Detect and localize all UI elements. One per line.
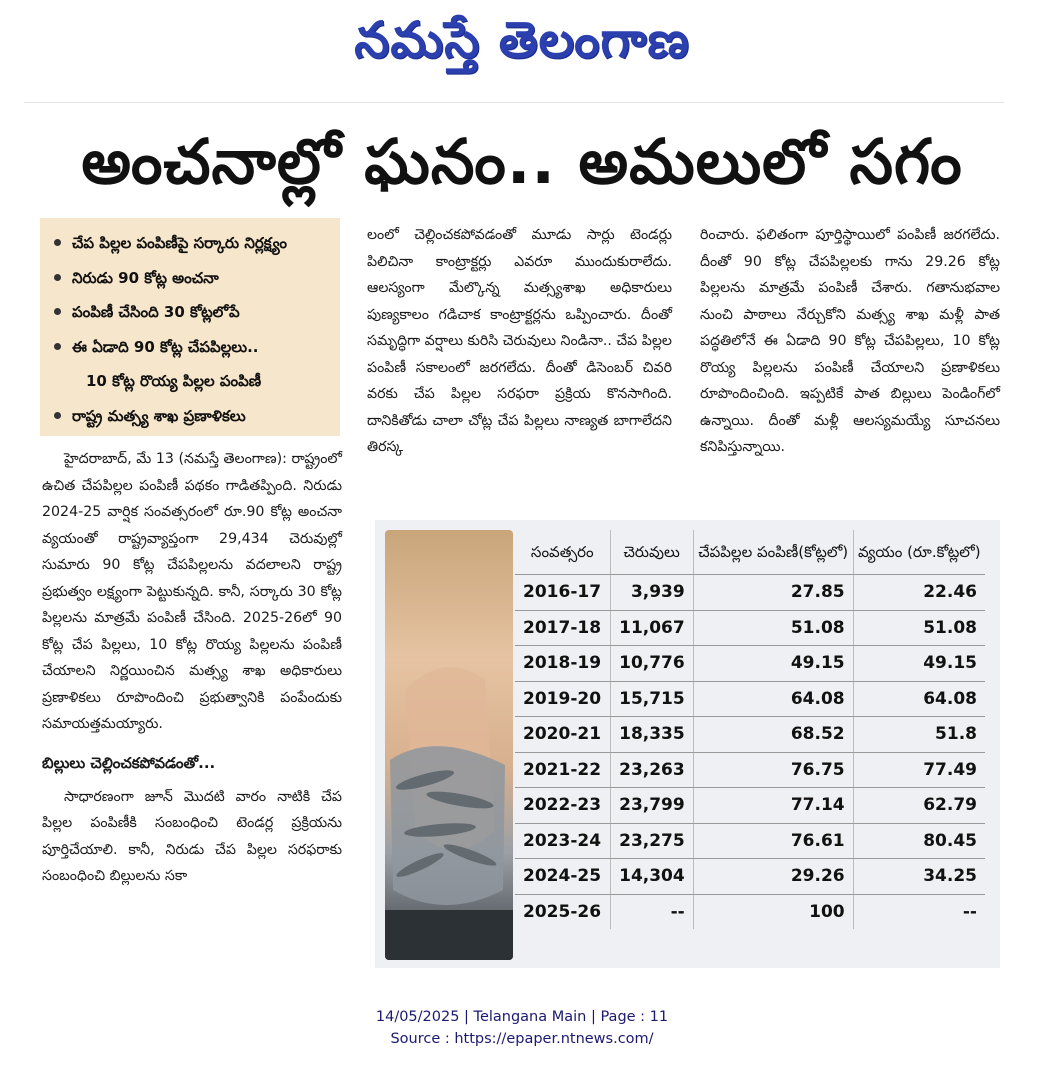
table-row: 2019-20 15,715 64.08 64.08 xyxy=(515,681,985,717)
bullet-icon xyxy=(54,412,61,419)
header-expenditure: వ్యయం (రూ.కోట్లలో) xyxy=(853,530,985,575)
page-footer xyxy=(0,1006,1044,1050)
article-column-2 xyxy=(367,222,672,461)
article-paragraph: హైదరాబాద్, మే 13 (నమస్తే తెలంగాణ): రాష్ట్రంలో ఉచిత చేపపిల్లల పంపిణీ పథకం గాడితప్పింది. నిరుడు 2024-25 వార్షిక సంవత్సరంలో రూ.90 కోట్ల అంచనా వ్యయంతో రాష్ట్రవ్యాప్తంగా 29,434 చెరువుల్లో సుమారు 90 కోట్ల చేపపిల్లలను వదలాలని రాష్ట్ర ప్రభుత్వం లక్ష్యంగా పెట్టుకున్నది. కానీ, సర్కారు 30 కోట్ల పిల్లలను మాత్రమే పంపిణీ చేసింది. 2025-26లో 90 కోట్ల చేప పిల్లలు, 10 కోట్ల రొయ్య పిల్లలను పంపిణీ చేయాలని నిర్ణయించిన మత్స్య శాఖ అధికారులు ప్రణాళికలు రూపొందించి ప్రభుత్వానికి పంపేందుకు సమాయత్తమయ్యారు. xyxy=(42,451,342,732)
table-row: 2023-24 23,275 76.61 80.45 xyxy=(515,823,985,859)
bullet-icon xyxy=(54,239,61,246)
bullet-icon xyxy=(54,343,61,350)
header-year: సంవత్సరం xyxy=(515,530,610,575)
table-row: 2017-18 11,067 51.08 51.08 xyxy=(515,610,985,646)
header-ponds: చెరువులు xyxy=(610,530,693,575)
bullet-icon xyxy=(54,308,61,315)
highlight-item: చేప పిల్లల పంపిణీపై సర్కారు నిర్లక్ష్యం xyxy=(54,226,334,261)
masthead xyxy=(0,0,1044,84)
article-subheading: బిల్లులు చెల్లించకపోవడంతో... xyxy=(42,753,216,772)
article-column-3 xyxy=(700,222,1000,461)
highlight-item: నిరుడు 90 కోట్ల అంచనా xyxy=(54,261,334,296)
bullet-icon xyxy=(54,274,61,281)
article-paragraph: సాధారణంగా జూన్ మొదటి వారం నాటికి చేప పిల్లల పంపిణీకి సంబంధించి టెండర్ల ప్రక్రియను పూర్తిచేయాలి. కానీ, నిరుడు చేప పిల్లల సరఫరాకు సంబంధించి బిల్లులను సకా xyxy=(42,788,342,884)
newspaper-logo: నమస్తే తెలంగాణ xyxy=(354,11,690,69)
table-row: 2024-25 14,304 29.26 34.25 xyxy=(515,859,985,895)
table-row: 2020-21 18,335 68.52 51.8 xyxy=(515,717,985,753)
fish-in-hands-photo xyxy=(385,530,513,960)
header-fingerlings: చేపపిల్లల పంపిణీ(కోట్లలో) xyxy=(693,530,853,575)
highlight-item: ఈ ఏడాది 90 కోట్ల చేపపిల్లలు.. xyxy=(54,330,334,365)
article-paragraph: లంలో చెల్లించకపోవడంతో మూడు సార్లు టెండర్లు పిలిచినా కాంట్రాక్టర్లు ఎవరూ ముందుకురాలేదు. ఆలస్యంగా మేల్కొన్న మత్స్యశాఖ అధికారులు పుణ్యకాలం గడిచాక కాంట్రాక్టర్లను ఒప్పించారు. దీంతో సమృద్ధిగా వర్షాలు కురిసి చెరువులు నిండినా.. చేప పిల్లల పంపిణీ సకాలంలో జరగలేదు. దీంతో డిసెంబర్ చివరి వరకు చేప పిల్లల సరఫరా ప్రక్రియ కొనసాగింది. దానికితోడు చాలా చోట్ల చేప పిల్లలు నాణ్యత బాగాలేదని తిరస్క xyxy=(367,227,672,455)
source-link: Source : https://epaper.ntnews.com/ xyxy=(390,1031,654,1047)
table-header-row xyxy=(515,530,985,575)
highlight-item: 10 కోట్ల రొయ్య పిల్లల పంపిణీ xyxy=(86,372,262,390)
edition-info: 14/05/2025 | Telangana Main | Page : 11 xyxy=(375,1009,669,1025)
table-row: 2016-17 3,939 27.85 22.46 xyxy=(515,575,985,611)
article-paragraph: రించారు. ఫలితంగా పూర్తిస్థాయిలో పంపిణీ జరగలేదు. దీంతో 90 కోట్ల చేపపిల్లలకు గాను 29.26 కోట్ల పిల్లలను మాత్రమే పంపిణీ చేశారు. గతానుభవాల నుంచి పాఠాలు నేర్చుకోని మత్స్య శాఖ మళ్లీ పాత పద్ధతిలోనే ఈ ఏడాది 90 కోట్ల చేపపిల్లలు, 10 కోట్ల రొయ్య పిల్లలను పంపిణీ చేయాలని ప్రణాళికలు రూపొందించింది. ఇప్పటికే పాత బిల్లులు పెండింగ్‌లో ఉన్నాయి. దీంతో మళ్లీ ఆలస్యమయ్యే సూచనలు కనిపిస్తున్నాయి. xyxy=(700,227,1000,455)
table-row: 2022-23 23,799 77.14 62.79 xyxy=(515,788,985,824)
highlights-box xyxy=(40,218,340,436)
table-row: 2021-22 23,263 76.75 77.49 xyxy=(515,752,985,788)
fish-distribution-table xyxy=(515,530,985,929)
table-row: 2018-19 10,776 49.15 49.15 xyxy=(515,646,985,682)
data-table-panel xyxy=(375,520,1000,968)
highlight-item: రాష్ట్ర మత్స్య శాఖ ప్రణాళికలు xyxy=(54,399,334,434)
article-headline: అంచనాల్లో ఘనం.. అమలులో సగం xyxy=(81,125,963,198)
fish-photo-illustration xyxy=(385,530,513,960)
divider xyxy=(24,102,1004,103)
highlight-item: పంపిణీ చేసింది 30 కోట్లలోపే xyxy=(54,295,334,330)
table-row: 2025-26 -- 100 -- xyxy=(515,894,985,929)
article-column-1 xyxy=(42,446,342,890)
